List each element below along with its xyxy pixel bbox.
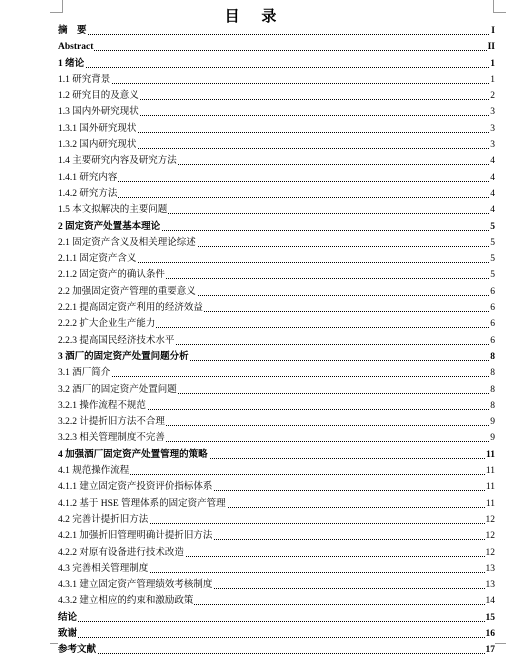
toc-entry-page-number: 14 [485, 593, 496, 609]
toc-entry[interactable] [58, 512, 495, 528]
toc-entry-label: 3.2.2 计提折旧方法不合理 [58, 414, 166, 430]
toc-entry-page-number: 11 [485, 463, 495, 479]
toc-entry-page-number: 8 [489, 349, 495, 365]
toc-entry-page-number: 5 [489, 267, 495, 283]
toc-entry-page-number: 3 [489, 121, 495, 137]
toc-entry-page-number: 11 [485, 479, 495, 495]
toc-entry[interactable] [58, 170, 495, 186]
toc-entry-label: 4.3.2 建立相应的约束和激励政策 [58, 593, 194, 609]
toc-entry-page-number: 2 [489, 88, 495, 104]
toc-entry[interactable] [58, 316, 495, 332]
toc-entry-label: 4.1.2 基于 HSE 管理体系的固定资产管理 [58, 496, 227, 512]
dot-leader [58, 376, 495, 377]
toc-entry-label: 摘 要 [58, 23, 88, 39]
toc-entry-label: 3.2.1 操作流程不规范 [58, 398, 147, 414]
toc-entry[interactable] [58, 349, 495, 365]
dot-leader [58, 197, 495, 198]
dot-leader [58, 67, 495, 68]
toc-entry-page-number: 11 [485, 447, 495, 463]
toc-entry-label: 4.1.1 建立固定资产投资评价指标体系 [58, 479, 213, 495]
toc-entry[interactable] [58, 137, 495, 153]
dot-leader [58, 50, 495, 51]
toc-entry-label: 1.3 国内外研究现状 [58, 104, 140, 120]
toc-entry-label: 4.3.1 建立固定资产管理绩效考核制度 [58, 577, 213, 593]
toc-entry[interactable] [58, 577, 495, 593]
toc-entry[interactable] [58, 121, 495, 137]
toc-entry-page-number: 1 [489, 56, 495, 72]
toc-entry-label: 3.2 酒厂的固定资产处置问题 [58, 382, 178, 398]
toc-entry[interactable] [58, 463, 495, 479]
toc-entry-page-number: 5 [489, 251, 495, 267]
toc-entry[interactable] [58, 284, 495, 300]
toc-entry[interactable] [58, 382, 495, 398]
toc-entry-page-number: 12 [485, 528, 496, 544]
toc-entry-label: 1.5 本文拟解决的主要问题 [58, 202, 168, 218]
toc-entry[interactable] [58, 430, 495, 446]
toc-entry-label: 1.3.1 国外研究现状 [58, 121, 137, 137]
toc-entry[interactable] [58, 251, 495, 267]
toc-entry-page-number: 17 [485, 642, 496, 658]
toc-entry-label: 3.2.3 相关管理制度不完善 [58, 430, 166, 446]
dot-leader [58, 181, 495, 182]
toc-entry-page-number: 6 [489, 316, 495, 332]
toc-entry-label: 2.1 固定资产含义及相关理论综述 [58, 235, 197, 251]
toc-entry-label: 1.1 研究背景 [58, 72, 111, 88]
toc-entry-page-number: 12 [485, 545, 496, 561]
toc-entry-label: 4.2.1 加强折旧管理明确计提折旧方法 [58, 528, 213, 544]
toc-entry[interactable] [58, 545, 495, 561]
toc-entry-page-number: 12 [485, 512, 496, 528]
toc-entry[interactable] [58, 333, 495, 349]
toc-entry-label: 1.4 主要研究内容及研究方法 [58, 153, 178, 169]
toc-entry-page-number: 4 [489, 153, 495, 169]
toc-entry-page-number: 11 [485, 496, 495, 512]
toc-entry-label: 结论 [58, 610, 78, 626]
toc-entry-page-number: 13 [485, 561, 496, 577]
toc-entry-page-number: 13 [485, 577, 496, 593]
toc-entry-label: 4.2.2 对原有设备进行技术改造 [58, 545, 185, 561]
toc-entry-label: 2.2 加强固定资产管理的重要意义 [58, 284, 197, 300]
toc-entry-label: 4.3 完善相关管理制度 [58, 561, 149, 577]
toc-entry-page-number: I [490, 23, 495, 39]
toc-entry[interactable] [58, 104, 495, 120]
toc-entry-label: 2.2.2 扩大企业生产能力 [58, 316, 156, 332]
toc-entry[interactable] [58, 300, 495, 316]
toc-entry-page-number: 9 [489, 414, 495, 430]
toc-entry[interactable] [58, 202, 495, 218]
toc-entry[interactable] [58, 626, 495, 642]
toc-entry-label: 3.1 酒厂简介 [58, 365, 111, 381]
toc-title: 目 录 [224, 9, 286, 25]
dot-leader [58, 34, 495, 35]
toc-entry-page-number: 8 [489, 382, 495, 398]
toc-entry[interactable] [58, 219, 495, 235]
toc-entry[interactable] [58, 593, 495, 609]
toc-entry-page-number: 8 [489, 398, 495, 414]
toc-entry-label: 2.1.1 固定资产含义 [58, 251, 137, 267]
toc-entry-page-number: 6 [489, 300, 495, 316]
toc-entry-page-number: 5 [489, 219, 495, 235]
toc-entry-page-number: 3 [489, 137, 495, 153]
toc-entry-label: 1.4.2 研究方法 [58, 186, 118, 202]
toc-entry-label: 1.2 研究目的及意义 [58, 88, 140, 104]
table-of-contents [58, 23, 495, 659]
toc-entry[interactable] [58, 642, 495, 658]
toc-entry[interactable] [58, 88, 495, 104]
toc-entry-label: 2.1.2 固定资产的确认条件 [58, 267, 166, 283]
toc-entry-label: 2.2.3 提高国民经济技术水平 [58, 333, 175, 349]
toc-entry[interactable] [58, 398, 495, 414]
toc-entry[interactable] [58, 365, 495, 381]
toc-entry-page-number: 6 [489, 284, 495, 300]
toc-entry-page-number: 5 [489, 235, 495, 251]
dot-leader [58, 653, 495, 654]
toc-entry[interactable] [58, 479, 495, 495]
toc-entry[interactable] [58, 528, 495, 544]
toc-entry-page-number: 3 [489, 104, 495, 120]
toc-entry-page-number: 16 [485, 626, 496, 642]
toc-entry-page-number: 15 [485, 610, 496, 626]
toc-entry-label: 1.4.1 研究内容 [58, 170, 118, 186]
toc-entry-label: 2 固定资产处置基本理论 [58, 219, 161, 235]
toc-entry-label: 致谢 [58, 626, 78, 642]
toc-entry-page-number: 8 [489, 365, 495, 381]
toc-entry[interactable] [58, 23, 495, 39]
toc-entry-page-number: 1 [489, 72, 495, 88]
dot-leader [58, 637, 495, 638]
toc-entry-page-number: II [487, 39, 495, 55]
toc-entry-label: 2.2.1 提高固定资产利用的经济效益 [58, 300, 204, 316]
toc-entry[interactable] [58, 496, 495, 512]
toc-entry-page-number: 4 [489, 202, 495, 218]
toc-entry[interactable] [58, 235, 495, 251]
toc-entry-label: 参考文献 [58, 642, 97, 658]
toc-entry-label: 1.3.2 国内研究现状 [58, 137, 137, 153]
toc-entry[interactable] [58, 414, 495, 430]
dot-leader [58, 621, 495, 622]
toc-entry[interactable] [58, 39, 495, 55]
toc-entry-label: Abstract [58, 39, 94, 55]
toc-entry-label: 4 加强酒厂固定资产处置管理的策略 [58, 447, 209, 463]
toc-entry[interactable] [58, 561, 495, 577]
toc-entry-page-number: 9 [489, 430, 495, 446]
dot-leader [58, 83, 495, 84]
toc-entry[interactable] [58, 447, 495, 463]
toc-entry-page-number: 4 [489, 186, 495, 202]
toc-entry[interactable] [58, 186, 495, 202]
toc-entry[interactable] [58, 610, 495, 626]
toc-entry-label: 1 绪论 [58, 56, 85, 72]
toc-entry[interactable] [58, 267, 495, 283]
toc-entry-page-number: 4 [489, 170, 495, 186]
toc-entry-page-number: 6 [489, 333, 495, 349]
toc-entry-label: 4.1 规范操作流程 [58, 463, 130, 479]
toc-entry[interactable] [58, 56, 495, 72]
toc-entry[interactable] [58, 153, 495, 169]
toc-entry[interactable] [58, 72, 495, 88]
toc-entry-label: 4.2 完善计提折旧方法 [58, 512, 149, 528]
toc-entry-label: 3 酒厂的固定资产处置问题分析 [58, 349, 190, 365]
